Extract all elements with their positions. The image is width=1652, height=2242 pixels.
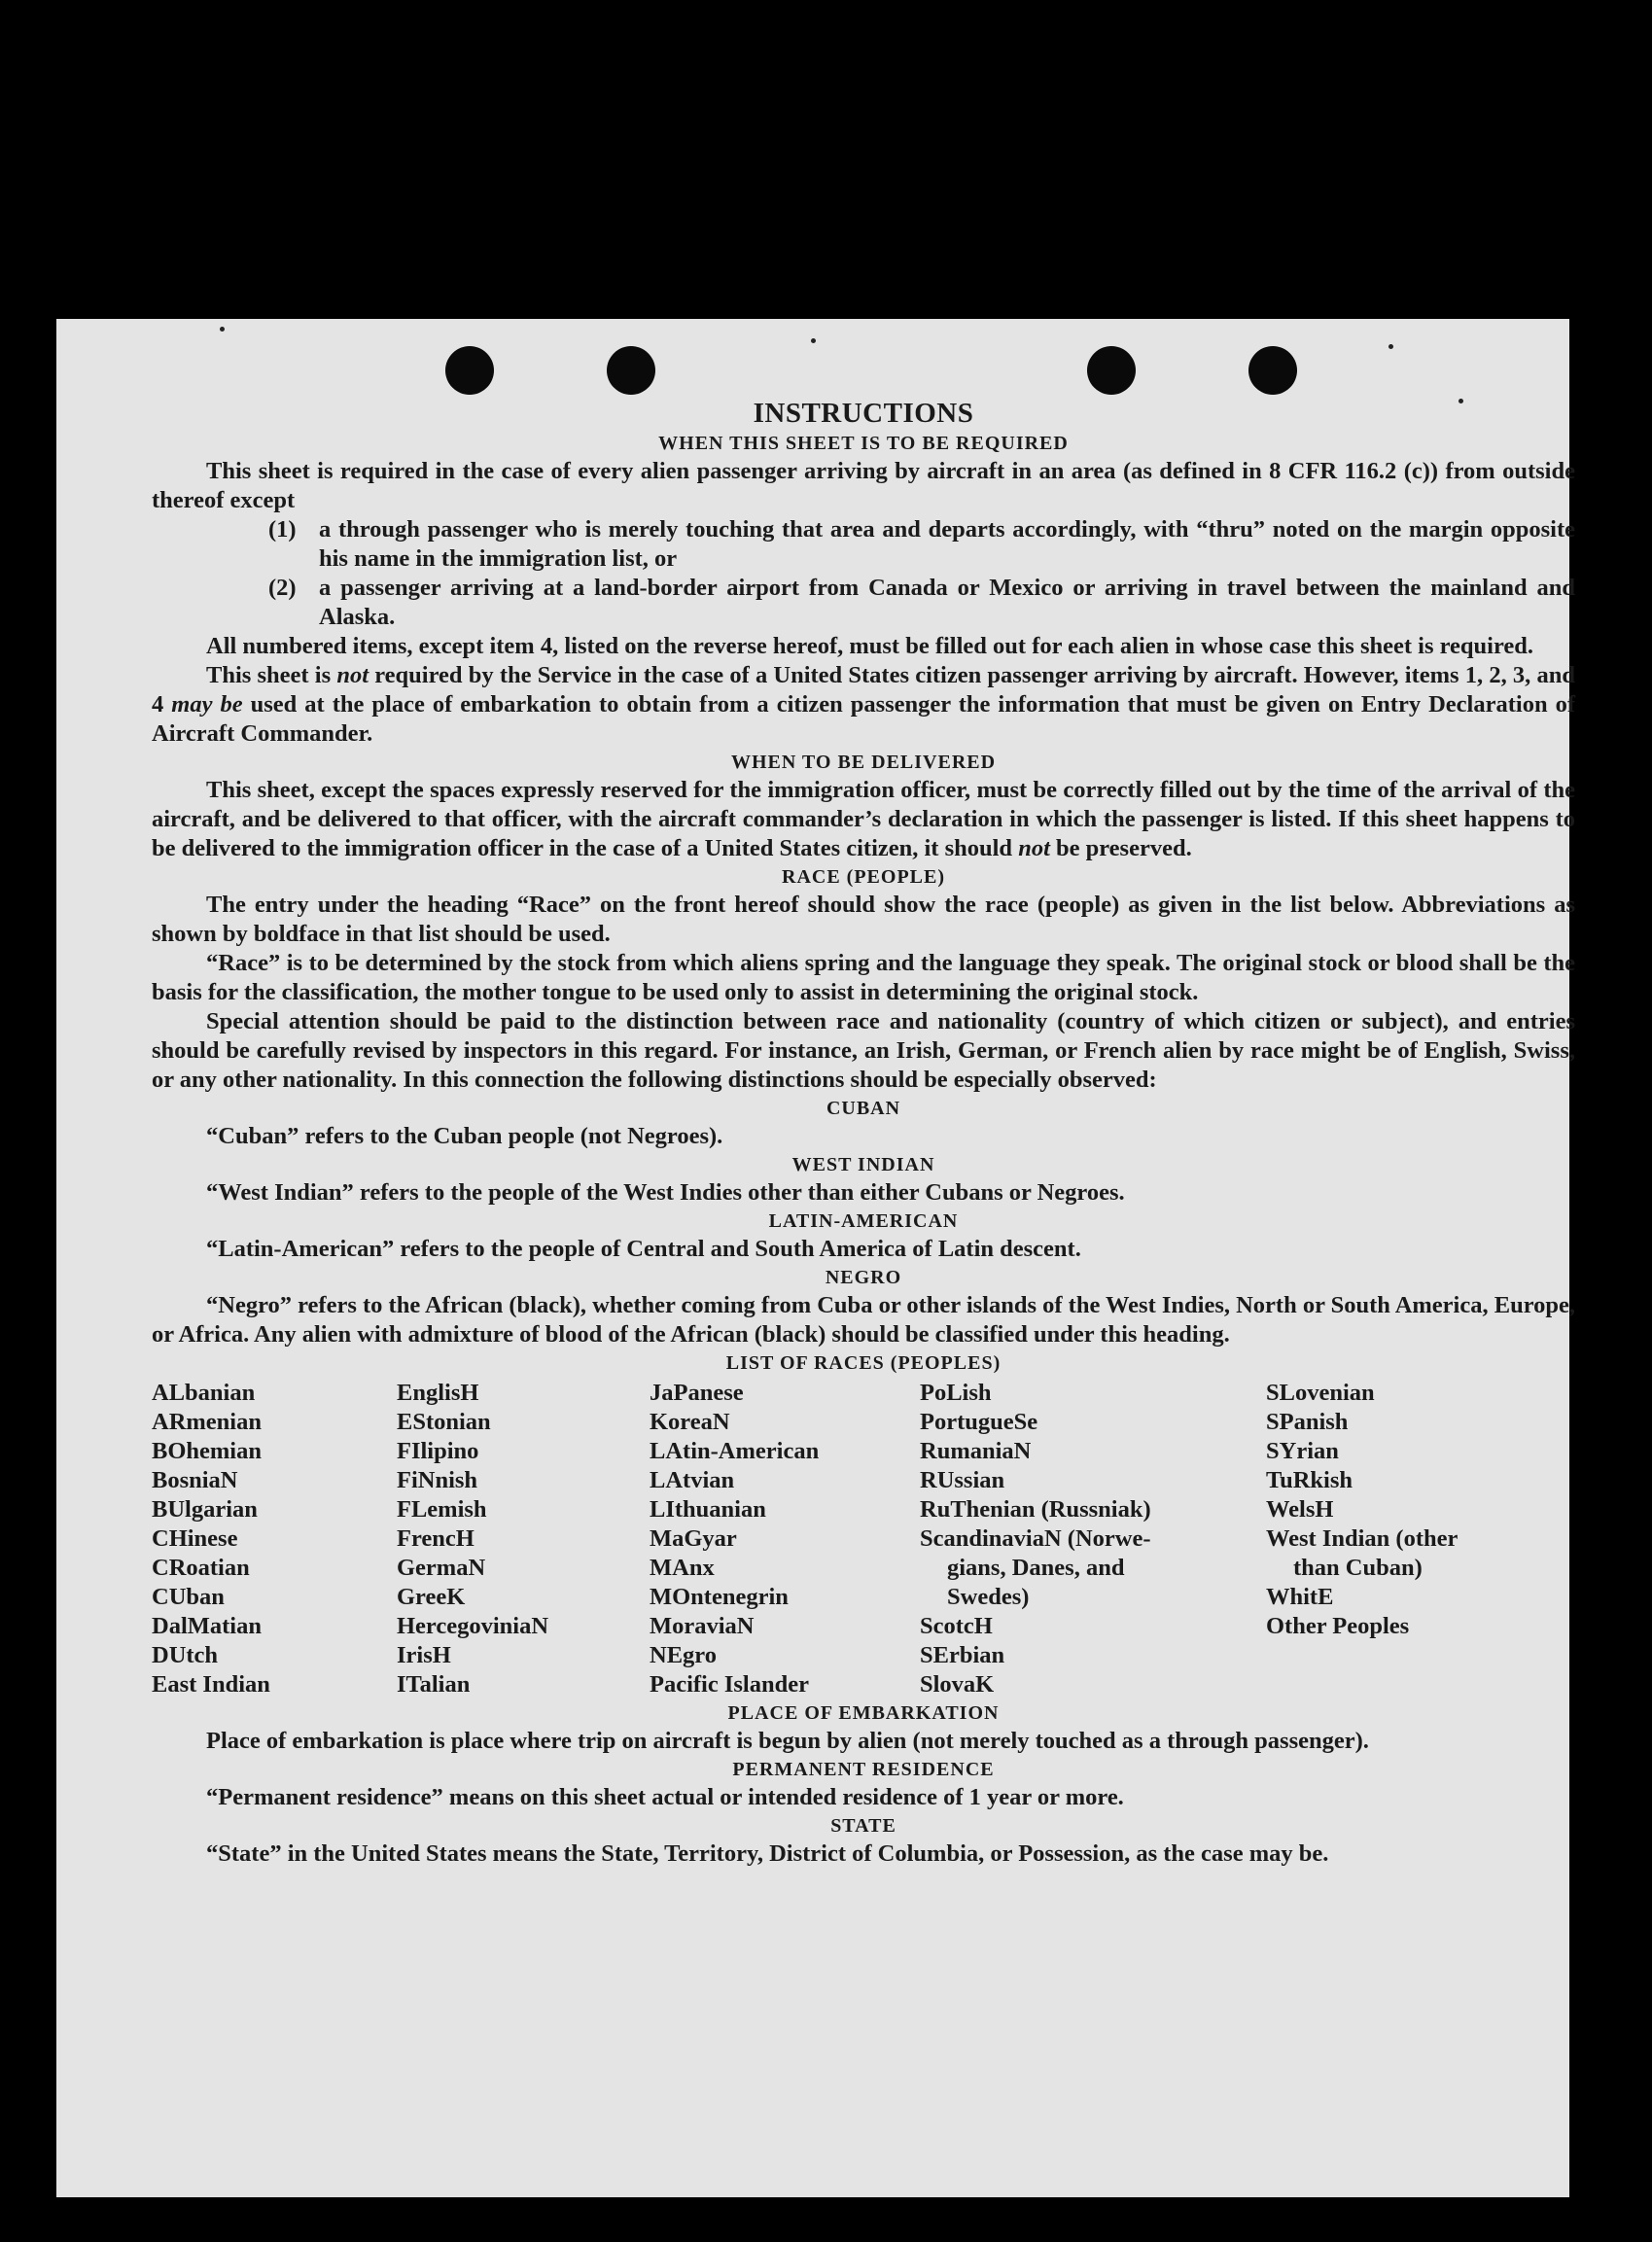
race-entry: GreeK xyxy=(397,1584,466,1610)
race-entry: DUtch xyxy=(152,1642,219,1668)
race-entry: LIthuanian xyxy=(650,1496,766,1523)
instructions-text xyxy=(152,397,1575,1869)
punch-hole xyxy=(1248,346,1297,395)
paragraph: “Latin-American” refers to the people of Central and South America of Latin descent. xyxy=(206,1236,1081,1262)
punch-hole xyxy=(607,346,655,395)
heading-list-of-races: LIST OF RACES (PEOPLES) xyxy=(725,1352,1002,1374)
races-column xyxy=(1266,1379,1511,1699)
paragraph: “Race” is to be determined by the stock from which aliens spring and the language they speak. The original stock or blood shall be the basis for the classification, the mother tongue to be used only to assist in determining the original stock. xyxy=(152,950,1575,1005)
race-entry: EStonian xyxy=(397,1409,491,1435)
item-text: a through passenger who is merely touching that area and departs accordingly, with “thru” noted on the margin opposite his name in the immigration list, or xyxy=(319,516,1575,572)
races-list xyxy=(152,1379,1575,1699)
heading-latin-american: LATIN-AMERICAN xyxy=(768,1210,959,1232)
paragraph: “Permanent residence” means on this sheet actual or intended residence of 1 year or more. xyxy=(206,1784,1124,1810)
item-number: (1) xyxy=(268,516,297,543)
heading-race: RACE (PEOPLE) xyxy=(782,866,945,888)
race-entry: RuThenian (Russniak) xyxy=(920,1496,1151,1523)
heading-state: STATE xyxy=(830,1815,896,1837)
paragraph: The entry under the heading “Race” on the front hereof should show the race (people) as given in the list below. Abbreviations as shown by boldface in that list should be used. xyxy=(152,892,1575,947)
race-entry: SPanish xyxy=(1266,1409,1349,1435)
race-entry: GermaN xyxy=(397,1555,486,1581)
speck xyxy=(220,327,225,332)
race-entry: BOhemian xyxy=(152,1438,262,1464)
heading-when-required: WHEN THIS SHEET IS TO BE REQUIRED xyxy=(658,433,1069,454)
race-entry: LAtvian xyxy=(650,1467,735,1493)
race-entry: RUssian xyxy=(920,1467,1005,1493)
race-entry: gians, Danes, and xyxy=(947,1555,1125,1581)
page-title: INSTRUCTIONS xyxy=(753,398,974,429)
paragraph: All numbered items, except item 4, listed on the reverse hereof, must be filled out for each alien in whose case this sheet is required. xyxy=(206,633,1534,659)
race-entry: MaGyar xyxy=(650,1525,737,1552)
race-entry: SYrian xyxy=(1266,1438,1339,1464)
race-entry: West Indian (other xyxy=(1266,1525,1459,1552)
race-entry: TuRkish xyxy=(1266,1467,1353,1493)
race-entry: SErbian xyxy=(920,1642,1005,1668)
paragraph: This sheet, except the spaces expressly reserved for the immigration officer, must be correctly filled out by the time of the arrival of the aircraft, and be delivered to that officer, with the aircraft commander’s declaration in which the passenger is listed. If this sheet happens to be delivered to the immigration officer in the case of a United States citizen, it should not be preserved. xyxy=(152,777,1575,861)
item-text: a passenger arriving at a land-border airport from Canada or Mexico or arriving in travel between the mainland and Alaska. xyxy=(319,575,1575,630)
speck xyxy=(811,338,816,343)
race-entry: MoraviaN xyxy=(650,1613,755,1639)
heading-place-of-embarkation: PLACE OF EMBARKATION xyxy=(727,1702,1000,1724)
race-entry: BUlgarian xyxy=(152,1496,258,1523)
race-entry: CHinese xyxy=(152,1525,238,1552)
heading-negro: NEGRO xyxy=(825,1267,902,1288)
race-entry: than Cuban) xyxy=(1293,1555,1423,1581)
heading-permanent-residence: PERMANENT RESIDENCE xyxy=(732,1759,995,1780)
race-entry: MAnx xyxy=(650,1555,715,1581)
document-sheet xyxy=(56,319,1576,2197)
race-entry: BosniaN xyxy=(152,1467,238,1493)
race-entry: ScandinaviaN (Norwe- xyxy=(920,1525,1151,1552)
paragraph: This sheet is not required by the Service in the case of a United States citizen passenger arriving by aircraft. However, items 1, 2, 3, and 4 may be used at the place of embarkation to obtain from a citizen passenger the information that must be given on Entry Declaration of Aircraft Commander. xyxy=(152,662,1575,747)
list-item xyxy=(268,515,1575,574)
race-entry: LAtin-American xyxy=(650,1438,820,1464)
item-number: (2) xyxy=(268,575,297,601)
race-entry: Swedes) xyxy=(947,1584,1030,1610)
paragraph: “West Indian” refers to the people of the West Indies other than either Cubans or Negroes. xyxy=(206,1179,1125,1206)
race-entry: Pacific Islander xyxy=(650,1671,809,1698)
paragraph: Place of embarkation is place where trip on aircraft is begun by alien (not merely touched as a through passenger). xyxy=(206,1728,1369,1754)
race-entry: ARmenian xyxy=(152,1409,262,1435)
race-entry: DalMatian xyxy=(152,1613,262,1639)
heading-when-delivered: WHEN TO BE DELIVERED xyxy=(730,752,997,773)
race-entry: CUban xyxy=(152,1584,225,1610)
race-entry: Other Peoples xyxy=(1266,1613,1410,1639)
races-column xyxy=(650,1379,920,1699)
speck xyxy=(1388,344,1393,349)
races-column xyxy=(152,1379,397,1699)
race-entry: SlovaK xyxy=(920,1671,995,1698)
race-entry: East Indian xyxy=(152,1671,270,1698)
race-entry: KoreaN xyxy=(650,1409,730,1435)
race-entry: SLovenian xyxy=(1266,1380,1375,1406)
race-entry: FLemish xyxy=(397,1496,487,1523)
race-entry: RumaniaN xyxy=(920,1438,1032,1464)
race-entry: ITalian xyxy=(397,1671,471,1698)
heading-cuban: CUBAN xyxy=(826,1098,901,1119)
race-entry: WelsH xyxy=(1266,1496,1334,1523)
race-entry: HercegoviniaN xyxy=(397,1613,549,1639)
punch-hole xyxy=(445,346,494,395)
race-entry: NEgro xyxy=(650,1642,717,1668)
race-entry: WhitE xyxy=(1266,1584,1334,1610)
race-entry: CRoatian xyxy=(152,1555,250,1581)
race-entry: IrisH xyxy=(397,1642,451,1668)
paragraph: This sheet is required in the case of every alien passenger arriving by aircraft in an area (as defined in 8 CFR 116.2 (c)) from outside thereof except xyxy=(152,458,1575,513)
paragraph: “Negro” refers to the African (black), whether coming from Cuba or other islands of the West Indies, North or South America, Europe, or Africa. Any alien with admixture of blood of the African (black) should be classified under this heading. xyxy=(152,1292,1576,1348)
race-entry: FrencH xyxy=(397,1525,475,1552)
heading-west-indian: WEST INDIAN xyxy=(791,1154,935,1175)
paragraph: “Cuban” refers to the Cuban people (not Negroes). xyxy=(206,1123,723,1149)
paragraph: Special attention should be paid to the distinction between race and nationality (country of which citizen or subject), and entries should be carefully revised by inspectors in this regard. For instance, an Irish, German, or French alien by race might be of English, Swiss, or any other nationality. In this connection the following distinctions should be especially observed: xyxy=(152,1008,1575,1093)
race-entry: PoLish xyxy=(920,1380,992,1406)
races-column xyxy=(397,1379,650,1699)
race-entry: ScotcH xyxy=(920,1613,993,1639)
race-entry: JaPanese xyxy=(650,1380,744,1406)
race-entry: EnglisH xyxy=(397,1380,479,1406)
race-entry: FiNnish xyxy=(397,1467,478,1493)
race-entry: ALbanian xyxy=(152,1380,256,1406)
list-item xyxy=(268,574,1575,632)
race-entry: MOntenegrin xyxy=(650,1584,789,1610)
punch-hole xyxy=(1087,346,1136,395)
race-entry: PortugueSe xyxy=(920,1409,1038,1435)
races-column xyxy=(920,1379,1266,1699)
paragraph: “State” in the United States means the State, Territory, District of Columbia, or Possession, as the case may be. xyxy=(206,1840,1329,1867)
race-entry: FIlipino xyxy=(397,1438,479,1464)
